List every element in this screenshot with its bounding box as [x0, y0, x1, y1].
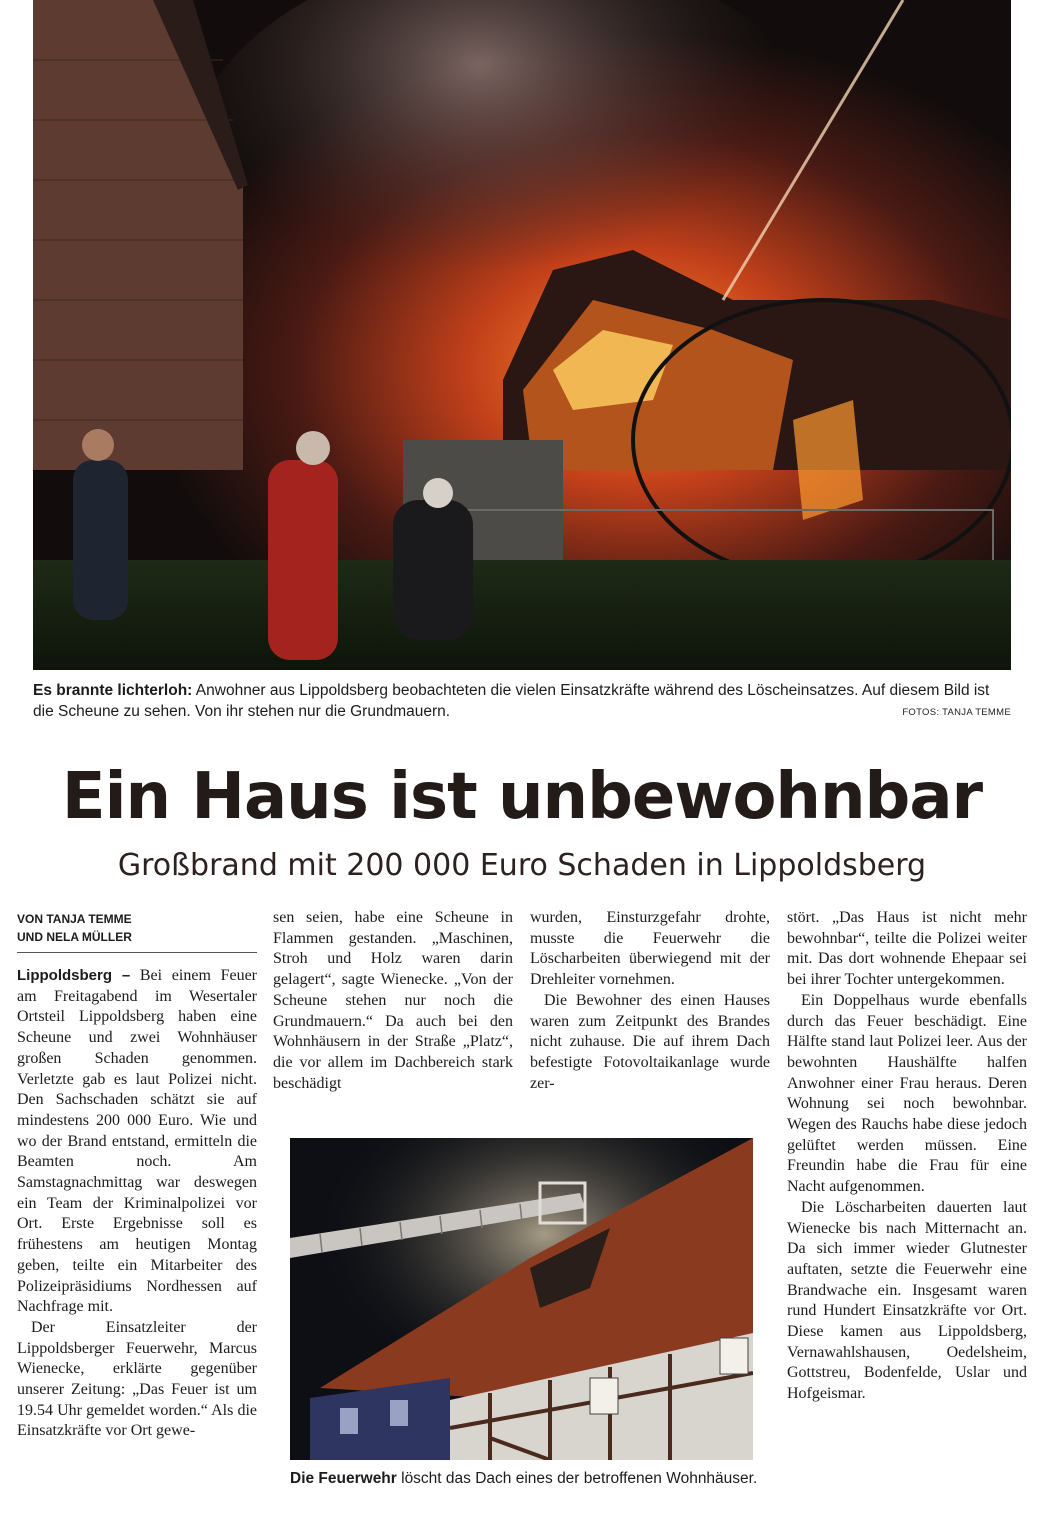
byline	[17, 910, 257, 946]
article-paragraph: sen seien, habe eine Scheune in Flammen gestanden. „Maschinen, Stroh und Holz waren darin gelagert“, sagte Wienecke. „Von der Scheune stehen nur noch die Grundmauern.“ Da auch bei den Wohnhäusern in der Straße „Platz“, die vor allem im Dachbereich stark beschädigt	[273, 909, 513, 1092]
article-column-1	[17, 966, 257, 1442]
paragraph-text: Bei einem Feuer am Freitagabend im Wesertaler Ortsteil Lippoldsberg haben eine Scheune und zwei Wohnhäuser großen Schaden genommen. Verletzte gab es laut Polizei nicht. Den Sachschaden schätzt sie auf mindestens 200 000 Euro. Wie und wo der Brand entstand, ermitteln die Beamten noch. Am Samstagnachmittag war deswegen ein Team der Kriminalpolizei vor Ort. Erste Ergebnisse soll es frühestens am heutigen Montag geben, teilte ein Mitarbeiter des Polizeipräsidiums Nordhessen auf Nachfrage mit.	[17, 967, 257, 1316]
article-paragraph	[17, 966, 257, 1318]
article-paragraph: wurden, Einsturzgefahr drohte, musste die Feuerwehr die Löscharbeiten überwiegend mit der Drehleiter vornehmen.	[530, 909, 770, 989]
article-paragraph: Ein Doppelhaus wurde ebenfalls durch das Feuer beschädigt. Eine Hälfte stand laut Polizei leer. Aus der bewohnten Haushälfte halfen Anwohner einer Frau heraus. Deren Wohnung sei noch bewohnbar. Wegen des Rauchs habe diese jedoch gelüftet werden müssen. Eine Freundin habe die Frau für eine Nacht aufgenommen.	[787, 991, 1027, 1196]
caption-text: löscht das Dach eines der betroffenen Wohnhäuser.	[396, 1470, 758, 1487]
caption-lead: Die Feuerwehr	[290, 1470, 397, 1487]
dateline: Lippoldsberg –	[17, 967, 131, 984]
byline-divider	[17, 952, 257, 953]
top-photo-caption	[33, 680, 1013, 722]
firefighters-photo	[290, 1138, 753, 1460]
subheadline: Großbrand mit 200 000 Euro Schaden in Lippoldsberg	[117, 848, 927, 883]
article-paragraph: Die Bewohner des einen Hauses waren zum Zeitpunkt des Brandes nicht zuhause. Die auf ihrem Dach befestigte Fotovoltaikanlage wurde zer-	[530, 991, 770, 1092]
byline-author-2: UND NELA MÜLLER	[17, 930, 132, 944]
roof-fire-image	[290, 1138, 753, 1460]
barn-fire-image	[33, 0, 1011, 670]
bottom-photo-caption	[290, 1468, 760, 1489]
article-column-3	[530, 908, 770, 1094]
article-paragraph: stört. „Das Haus ist nicht mehr bewohnbar“, teilte die Polizei weiter mit. Das dort wohnende Ehepaar sei bei ihrer Tochter untergekommen.	[787, 909, 1027, 989]
article-paragraph: Die Löscharbeiten dauerten laut Wienecke bis nach Mitternacht an. Da sich immer wieder Glutnester auftaten, setzte die Feuerwehr eine Brandwache ein. Insgesamt waren rund Hundert Einsatzkräfte vor Ort. Diese kamen aus Lippoldsberg, Vernawahlshausen, Oedelsheim, Gottstreu, Bodenfelde, Uslar und Hofgeismar.	[787, 1198, 1027, 1403]
article-paragraph: Der Einsatzleiter der Lippoldsberger Feuerwehr, Marcus Wienecke, erklärte gegenüber unserer Zeitung: „Das Feuer ist um 19.54 Uhr gemeldet worden.“ Als die Einsatzkräfte vor Ort gewe-	[17, 1318, 257, 1440]
caption-lead: Es brannte lichterloh:	[33, 682, 193, 699]
photo-credit: FOTOS: TANJA TEMME	[902, 707, 1011, 718]
article-column-4	[787, 908, 1027, 1405]
caption-text: Anwohner aus Lippoldsberg beobachteten die vielen Einsatzkräfte während des Löscheinsatzes. Auf diesem Bild ist die Scheune zu sehen. Von ihr stehen nur die Grundmauern.	[33, 682, 990, 720]
byline-author-1: VON TANJA TEMME	[17, 912, 132, 926]
article-column-2	[273, 908, 513, 1094]
fire-photo	[33, 0, 1011, 670]
headline: Ein Haus ist unbewohnbar	[61, 760, 983, 834]
